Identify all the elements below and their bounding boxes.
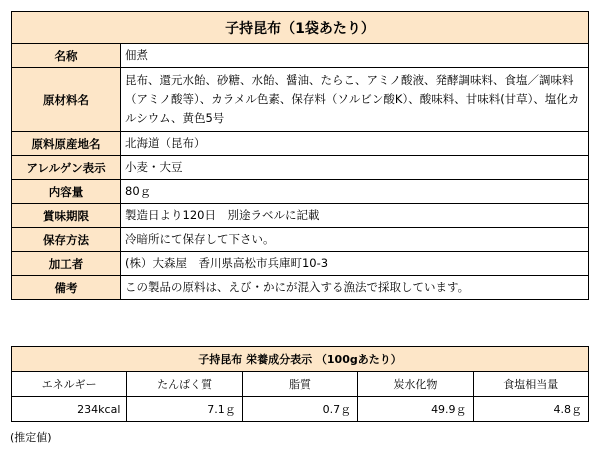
label-key: 保存方法 bbox=[12, 228, 121, 252]
label-key: 名称 bbox=[12, 44, 121, 68]
nutrition-header-fat: 脂質 bbox=[242, 372, 357, 397]
nutrition-value-energy: 234kcal bbox=[12, 397, 127, 422]
label-title: 子持昆布（1袋あたり） bbox=[12, 12, 589, 44]
nutrition-title-row bbox=[12, 347, 589, 372]
nutrition-facts-table bbox=[11, 346, 589, 422]
nutrition-value-salt: 4.8ｇ bbox=[473, 397, 588, 422]
label-row-processor bbox=[12, 252, 589, 276]
label-value: 80ｇ bbox=[121, 180, 589, 204]
label-key: 備考 bbox=[12, 276, 121, 300]
label-row-remarks bbox=[12, 276, 589, 300]
nutrition-title: 子持昆布 栄養成分表示 （100gあたり） bbox=[12, 347, 589, 372]
nutrition-value-carbohydrate: 49.9ｇ bbox=[358, 397, 473, 422]
label-value: (株）大森屋 香川県高松市兵庫町10-3 bbox=[121, 252, 589, 276]
label-key: 原材料名 bbox=[12, 68, 121, 132]
label-key: 賞味期限 bbox=[12, 204, 121, 228]
label-row-storage bbox=[12, 228, 589, 252]
label-key: 加工者 bbox=[12, 252, 121, 276]
label-row-content bbox=[12, 180, 589, 204]
label-row-origin bbox=[12, 132, 589, 156]
nutrition-header-energy: エネルギー bbox=[12, 372, 127, 397]
label-row-name bbox=[12, 44, 589, 68]
label-value: 製造日より120日 別途ラベルに記載 bbox=[121, 204, 589, 228]
label-title-row bbox=[12, 12, 589, 44]
label-key: 内容量 bbox=[12, 180, 121, 204]
nutrition-value-fat: 0.7ｇ bbox=[242, 397, 357, 422]
nutrition-value-row bbox=[12, 397, 589, 422]
label-value: 北海道（昆布） bbox=[121, 132, 589, 156]
nutrition-header-salt: 食塩相当量 bbox=[473, 372, 588, 397]
label-value: 昆布、還元水飴、砂糖、水飴、醤油、たらこ、アミノ酸液、発酵調味料、食塩／調味料（アミノ酸等）、カラメル色素、保存料（ソルビン酸K）、酸味料、甘味料(甘草）、塩化カルシウム、黄色5号 bbox=[121, 68, 589, 132]
estimate-note: (推定値) bbox=[10, 431, 52, 444]
label-value: 冷暗所にて保存して下さい。 bbox=[121, 228, 589, 252]
label-value: この製品の原料は、えび・かにが混入する漁法で採取しています。 bbox=[121, 276, 589, 300]
label-value: 佃煮 bbox=[121, 44, 589, 68]
label-value: 小麦・大豆 bbox=[121, 156, 589, 180]
label-row-expiry bbox=[12, 204, 589, 228]
label-row-allergen bbox=[12, 156, 589, 180]
label-row-ingredients bbox=[12, 68, 589, 132]
nutrition-header-row bbox=[12, 372, 589, 397]
label-key: 原料原産地名 bbox=[12, 132, 121, 156]
product-label-table bbox=[11, 11, 589, 300]
nutrition-header-carbohydrate: 炭水化物 bbox=[358, 372, 473, 397]
nutrition-header-protein: たんぱく質 bbox=[127, 372, 242, 397]
nutrition-value-protein: 7.1ｇ bbox=[127, 397, 242, 422]
label-key: アレルゲン表示 bbox=[12, 156, 121, 180]
